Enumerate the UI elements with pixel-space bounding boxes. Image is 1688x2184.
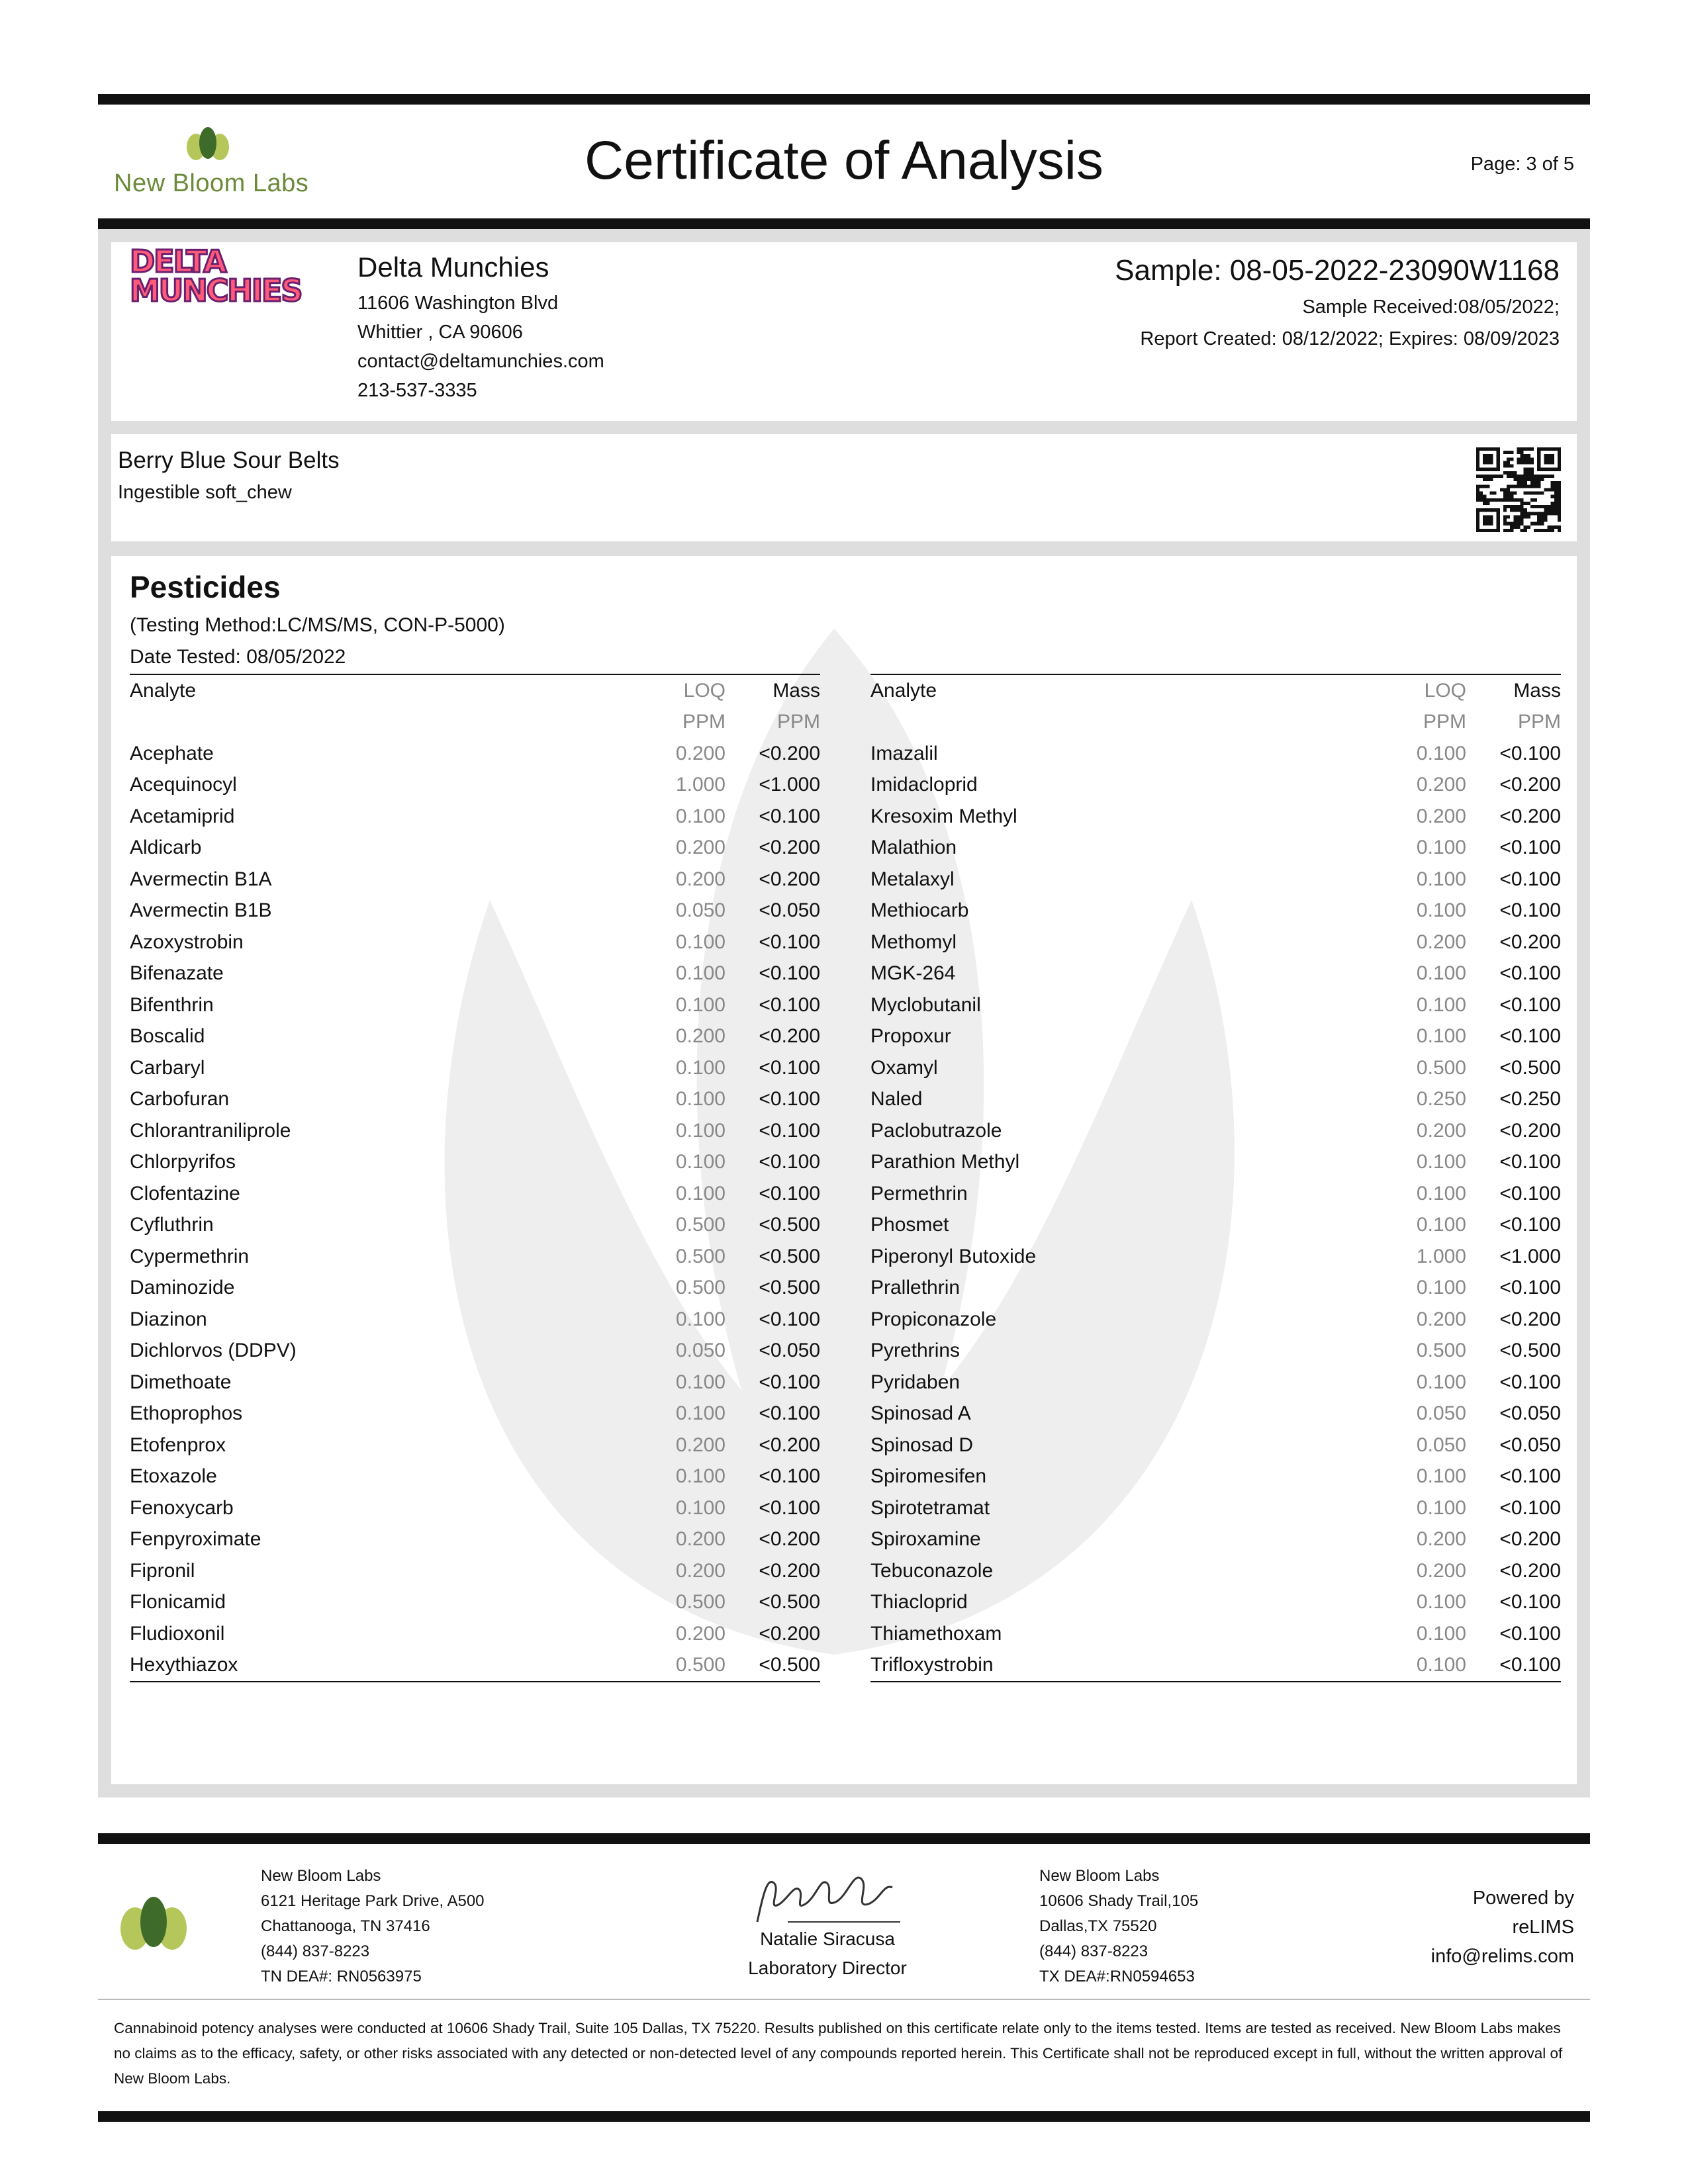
signature-icon bbox=[748, 1864, 907, 1930]
mass-value: <0.100 bbox=[759, 1308, 820, 1330]
table-row bbox=[870, 833, 1561, 864]
client-address-2: Whittier , CA 90606 bbox=[357, 322, 523, 343]
table-row bbox=[130, 1618, 820, 1650]
loq-value: 0.200 bbox=[675, 1025, 726, 1048]
mass-value: <0.200 bbox=[1499, 1308, 1561, 1330]
header-analyte: Analyte bbox=[130, 674, 593, 707]
analyte-name: Acetamiprid bbox=[130, 805, 235, 827]
analyte-name: Fenoxycarb bbox=[130, 1496, 234, 1519]
disclaimer: Cannabinoid potency analyses were conducted at 10606 Shady Trail, Suite 105 Dallas, TX 75220. Results published on this certificate relate only to the items tested. Items are tested as received. New Bloom Labs makes no claims as to the efficacy, safety, or other risks associated with any detected or non-detected level of any compounds reported herein. This Certificate shall not be reproduced except in full, without the written approval of New Bloom Labs. bbox=[114, 2020, 1563, 2087]
table-row bbox=[870, 1555, 1561, 1587]
loq-value: 1.000 bbox=[675, 774, 726, 796]
analyte-name: Paclobutrazole bbox=[870, 1119, 1002, 1142]
unit-mass: PPM bbox=[1517, 711, 1561, 733]
table-row bbox=[870, 1084, 1561, 1116]
analyte-name: Chlorantraniliprole bbox=[130, 1119, 291, 1142]
analyte-name: Dimethoate bbox=[130, 1371, 232, 1393]
header-loq: LOQ bbox=[1334, 674, 1466, 707]
analyte-name: Dichlorvos (DDPV) bbox=[130, 1340, 297, 1362]
mass-value: <0.100 bbox=[759, 993, 820, 1016]
analyte-name: Piperonyl Butoxide bbox=[870, 1245, 1037, 1267]
loq-value: 0.200 bbox=[675, 1528, 726, 1551]
mass-value: <0.100 bbox=[759, 1119, 820, 1142]
mass-value: <0.500 bbox=[726, 1650, 820, 1682]
lab2-address: New Bloom Labs 10606 Shady Trail,105 Dallas,TX 75520 (844) 837-8223 TX DEA#:RN0594653 bbox=[1039, 1867, 1199, 1985]
analyte-name: MGK-264 bbox=[870, 962, 956, 985]
analyte-name: Bifenazate bbox=[130, 962, 224, 985]
table-row bbox=[870, 927, 1561, 958]
loq-value: 0.050 bbox=[675, 899, 726, 922]
loq-value: 0.100 bbox=[1416, 1214, 1466, 1236]
client-email: contact@deltamunchies.com bbox=[357, 351, 604, 372]
loq-value: 0.100 bbox=[1416, 1277, 1466, 1299]
bottom-rule bbox=[98, 2111, 1590, 2122]
table-header-row bbox=[870, 674, 1561, 707]
loq-value: 0.100 bbox=[1416, 1465, 1466, 1488]
top-rule bbox=[98, 94, 1590, 105]
mass-value: <1.000 bbox=[759, 774, 820, 796]
analyte-name: Kresoxim Methyl bbox=[870, 805, 1017, 827]
loq-value: 0.100 bbox=[675, 1151, 726, 1173]
mass-value: <0.200 bbox=[1499, 1119, 1561, 1142]
unit-loq: PPM bbox=[682, 711, 726, 733]
table-row bbox=[130, 1210, 820, 1242]
header-mass: Mass bbox=[726, 674, 820, 707]
analyte-name: Spiroxamine bbox=[870, 1528, 981, 1551]
loq-value: 0.100 bbox=[675, 1496, 726, 1519]
section-title: Pesticides bbox=[130, 570, 281, 604]
analyte-name: Carbofuran bbox=[130, 1088, 230, 1111]
table-row bbox=[870, 1178, 1561, 1210]
mass-value: <0.100 bbox=[759, 805, 820, 827]
mass-value: <0.100 bbox=[1499, 1214, 1561, 1236]
mass-value: <0.100 bbox=[1499, 1622, 1561, 1645]
loq-value: 0.100 bbox=[675, 1088, 726, 1111]
analyte-name: Tebuconazole bbox=[870, 1559, 994, 1582]
table-row bbox=[130, 833, 820, 864]
lab-name: New Bloom Labs bbox=[114, 169, 309, 197]
loq-value: 0.100 bbox=[1416, 837, 1466, 859]
loq-value: 0.100 bbox=[1416, 1371, 1466, 1393]
analyte-name: Thiamethoxam bbox=[870, 1622, 1002, 1645]
table-row bbox=[130, 1430, 820, 1461]
testing-method: (Testing Method:LC/MS/MS, CON-P-5000) bbox=[130, 614, 505, 636]
analyte-name: Clofentazine bbox=[130, 1182, 240, 1205]
table-row bbox=[870, 1021, 1561, 1053]
mass-value: <0.100 bbox=[1499, 1591, 1561, 1614]
loq-value: 0.500 bbox=[675, 1214, 726, 1236]
loq-value: 0.200 bbox=[1416, 774, 1466, 796]
analyte-name: Propiconazole bbox=[870, 1308, 997, 1330]
loq-value: 1.000 bbox=[1416, 1245, 1466, 1267]
table-row bbox=[870, 895, 1561, 927]
analyte-name: Pyridaben bbox=[870, 1371, 961, 1393]
mass-value: <0.200 bbox=[1499, 1559, 1561, 1582]
analyte-name: Cyfluthrin bbox=[130, 1214, 214, 1236]
table-row bbox=[870, 738, 1561, 770]
footer-logo-icon bbox=[114, 1895, 193, 1955]
analyte-name: Metalaxyl bbox=[870, 868, 955, 890]
analyte-name: Spiromesifen bbox=[870, 1465, 987, 1488]
loq-value: 0.100 bbox=[675, 962, 726, 985]
mass-value: <0.050 bbox=[759, 1340, 820, 1362]
table-row bbox=[870, 1336, 1561, 1367]
table-row bbox=[870, 1461, 1561, 1493]
table-row bbox=[130, 1650, 820, 1682]
table-row bbox=[870, 1052, 1561, 1084]
mass-value: <0.100 bbox=[759, 1151, 820, 1173]
table-row bbox=[870, 1367, 1561, 1398]
product-type: Ingestible soft_chew bbox=[118, 482, 292, 503]
table-row bbox=[870, 1241, 1561, 1273]
analyte-name: Parathion Methyl bbox=[870, 1151, 1020, 1173]
analyte-name: Naled bbox=[870, 1088, 923, 1111]
loq-value: 0.100 bbox=[1416, 1496, 1466, 1519]
loq-value: 0.200 bbox=[675, 742, 726, 764]
table-row bbox=[130, 1241, 820, 1273]
mass-value: <0.100 bbox=[1499, 1182, 1561, 1205]
table-row bbox=[870, 958, 1561, 990]
mass-value: <0.100 bbox=[1499, 1465, 1561, 1488]
table-row bbox=[130, 801, 820, 833]
loq-value: 0.100 bbox=[675, 1402, 726, 1425]
table-row bbox=[870, 989, 1561, 1021]
table-row bbox=[130, 1367, 820, 1398]
analyte-name: Permethrin bbox=[870, 1182, 968, 1205]
mass-value: <0.100 bbox=[759, 1496, 820, 1519]
mass-value: <0.050 bbox=[1499, 1433, 1561, 1456]
table-row bbox=[870, 1430, 1561, 1461]
mass-value: <0.100 bbox=[759, 1182, 820, 1205]
analyte-name: Prallethrin bbox=[870, 1277, 961, 1299]
loq-value: 0.200 bbox=[675, 1622, 726, 1645]
loq-value: 0.100 bbox=[675, 1371, 726, 1393]
analyte-name: Fenpyroximate bbox=[130, 1528, 261, 1551]
loq-value: 0.100 bbox=[1416, 742, 1466, 764]
table-row bbox=[130, 1273, 820, 1304]
mass-value: <0.200 bbox=[1499, 805, 1561, 827]
mass-value: <0.200 bbox=[759, 1025, 820, 1048]
analyte-name: Aldicarb bbox=[130, 837, 202, 859]
analyte-name: Daminozide bbox=[130, 1277, 235, 1299]
loq-value: 0.100 bbox=[675, 993, 726, 1016]
mass-value: <0.200 bbox=[759, 1528, 820, 1551]
loq-value: 0.500 bbox=[675, 1245, 726, 1267]
loq-value: 0.200 bbox=[1416, 1308, 1466, 1330]
loq-value: 0.200 bbox=[675, 837, 726, 859]
table-row bbox=[130, 895, 820, 927]
mass-value: <0.500 bbox=[759, 1214, 820, 1236]
loq-value: 0.100 bbox=[675, 1308, 726, 1330]
loq-value: 0.250 bbox=[1416, 1088, 1466, 1111]
analyte-name: Carbaryl bbox=[130, 1056, 205, 1079]
table-row bbox=[130, 1555, 820, 1587]
table-row bbox=[130, 958, 820, 990]
analyte-name: Avermectin B1B bbox=[130, 899, 272, 922]
mass-value: <0.100 bbox=[1499, 1371, 1561, 1393]
loq-value: 0.100 bbox=[675, 931, 726, 953]
analyte-name: Etoxazole bbox=[130, 1465, 217, 1488]
loq-value: 0.100 bbox=[1416, 868, 1466, 890]
loq-value: 0.100 bbox=[1416, 899, 1466, 922]
analyte-name: Chlorpyrifos bbox=[130, 1151, 236, 1173]
mass-value: <0.100 bbox=[1466, 1650, 1561, 1682]
table-row bbox=[870, 1147, 1561, 1179]
loq-value: 0.100 bbox=[1416, 1591, 1466, 1614]
loq-value: 0.500 bbox=[593, 1650, 726, 1682]
loq-value: 0.500 bbox=[675, 1277, 726, 1299]
analyte-name: Acephate bbox=[130, 742, 214, 764]
mass-value: <0.500 bbox=[759, 1245, 820, 1267]
table-row bbox=[870, 1210, 1561, 1242]
analyte-name: Acequinocyl bbox=[130, 774, 237, 796]
table-row bbox=[130, 1336, 820, 1367]
loq-value: 0.200 bbox=[675, 1559, 726, 1582]
analyte-name: Bifenthrin bbox=[130, 993, 214, 1016]
analyte-name: Oxamyl bbox=[870, 1056, 938, 1079]
table-row bbox=[130, 738, 820, 770]
analyte-name: Imidacloprid bbox=[870, 774, 978, 796]
loq-value: 0.200 bbox=[1416, 1528, 1466, 1551]
mass-value: <0.200 bbox=[759, 837, 820, 859]
analyte-name: Phosmet bbox=[870, 1214, 949, 1236]
mass-value: <0.100 bbox=[759, 1088, 820, 1111]
analyte-name: Propoxur bbox=[870, 1025, 951, 1048]
table-row bbox=[870, 1273, 1561, 1304]
loq-value: 0.500 bbox=[1416, 1056, 1466, 1079]
mass-value: <0.100 bbox=[759, 1465, 820, 1488]
table-row bbox=[870, 1650, 1561, 1682]
loq-value: 0.100 bbox=[675, 1119, 726, 1142]
product-name: Berry Blue Sour Belts bbox=[118, 447, 340, 473]
table-unit-row bbox=[130, 707, 820, 739]
analyte-name: Hexythiazox bbox=[130, 1650, 593, 1682]
analyte-name: Methomyl bbox=[870, 931, 957, 953]
table-row bbox=[870, 1618, 1561, 1650]
mass-value: <0.050 bbox=[1499, 1402, 1561, 1425]
loq-value: 0.200 bbox=[675, 868, 726, 890]
signer-name: Natalie Siracusa bbox=[760, 1929, 895, 1949]
analyte-name: Imazalil bbox=[870, 742, 938, 764]
client-name: Delta Munchies bbox=[357, 251, 549, 283]
mass-value: <0.500 bbox=[759, 1591, 820, 1614]
mass-value: <0.100 bbox=[1499, 993, 1561, 1016]
analyte-name: Myclobutanil bbox=[870, 993, 981, 1016]
report-created: Report Created: 08/12/2022; Expires: 08/09/2023 bbox=[1140, 328, 1560, 349]
mass-value: <0.100 bbox=[1499, 868, 1561, 890]
loq-value: 0.100 bbox=[675, 1182, 726, 1205]
loq-value: 0.200 bbox=[1416, 1559, 1466, 1582]
analyte-name: Trifloxystrobin bbox=[870, 1650, 1334, 1682]
loq-value: 0.100 bbox=[1416, 1151, 1466, 1173]
mass-value: <0.100 bbox=[1499, 1496, 1561, 1519]
table-row bbox=[130, 1524, 820, 1556]
analyte-name: Diazinon bbox=[130, 1308, 207, 1330]
loq-value: 0.200 bbox=[1416, 1119, 1466, 1142]
mass-value: <0.100 bbox=[1499, 1025, 1561, 1048]
mass-value: <0.200 bbox=[1499, 774, 1561, 796]
table-row bbox=[870, 864, 1561, 895]
table-row bbox=[870, 1492, 1561, 1524]
date-tested: Date Tested: 08/05/2022 bbox=[130, 646, 346, 668]
loq-value: 0.050 bbox=[675, 1340, 726, 1362]
table-row bbox=[130, 1398, 820, 1430]
sample-id: Sample: 08-05-2022-23090W1168 bbox=[1115, 254, 1560, 287]
mass-value: <0.100 bbox=[759, 962, 820, 985]
analyte-name: Flonicamid bbox=[130, 1591, 226, 1614]
analyte-name: Azoxystrobin bbox=[130, 931, 244, 953]
table-row bbox=[130, 1178, 820, 1210]
table-row bbox=[130, 927, 820, 958]
footer-rule bbox=[98, 1833, 1590, 1844]
mass-value: <0.100 bbox=[759, 1056, 820, 1079]
mass-value: <0.100 bbox=[1499, 899, 1561, 922]
table-row bbox=[870, 1587, 1561, 1619]
client-address-1: 11606 Washington Blvd bbox=[357, 293, 559, 314]
lab1-address: New Bloom Labs 6121 Heritage Park Drive, A500 Chattanooga, TN 37416 (844) 837-8223 TN DEA#: RN0563975 bbox=[261, 1867, 485, 1985]
header-rule bbox=[98, 218, 1590, 229]
loq-value: 0.100 bbox=[1416, 1622, 1466, 1645]
header-mass: Mass bbox=[1466, 674, 1561, 707]
qr-code-icon[interactable] bbox=[1476, 447, 1561, 532]
delta-munchies-logo: DELTA MUNCHIES bbox=[130, 244, 302, 308]
analyte-name: Boscalid bbox=[130, 1025, 205, 1048]
table-row bbox=[130, 1052, 820, 1084]
loq-value: 0.100 bbox=[675, 805, 726, 827]
header-loq: LOQ bbox=[593, 674, 726, 707]
table-row bbox=[870, 1115, 1561, 1147]
mass-value: <0.100 bbox=[1499, 962, 1561, 985]
page-title: Certificate of Analysis bbox=[585, 130, 1103, 191]
loq-value: 0.200 bbox=[1416, 931, 1466, 953]
mass-value: <0.100 bbox=[759, 1402, 820, 1425]
loq-value: 0.100 bbox=[1416, 1025, 1466, 1048]
unit-mass: PPM bbox=[776, 711, 820, 733]
analyte-name: Avermectin B1A bbox=[130, 868, 272, 890]
analyte-name: Spirotetramat bbox=[870, 1496, 990, 1519]
mass-value: <0.200 bbox=[759, 868, 820, 890]
footer-divider bbox=[98, 1999, 1590, 2000]
loq-value: 0.500 bbox=[1416, 1340, 1466, 1362]
mass-value: <0.100 bbox=[1499, 1277, 1561, 1299]
mass-value: <0.100 bbox=[1499, 837, 1561, 859]
sample-received: Sample Received:08/05/2022; bbox=[1302, 296, 1560, 318]
loq-value: 0.200 bbox=[1416, 805, 1466, 827]
mass-value: <0.100 bbox=[759, 1371, 820, 1393]
mass-value: <0.100 bbox=[1499, 1151, 1561, 1173]
analyte-name: Spinosad D bbox=[870, 1433, 974, 1456]
mass-value: <0.500 bbox=[1499, 1340, 1561, 1362]
table-header-row bbox=[130, 674, 820, 707]
table-row bbox=[130, 770, 820, 801]
mass-value: <0.200 bbox=[759, 1433, 820, 1456]
analyte-name: Etofenprox bbox=[130, 1433, 226, 1456]
mass-value: <0.500 bbox=[1499, 1056, 1561, 1079]
mass-value: <0.050 bbox=[759, 899, 820, 922]
table-row bbox=[870, 770, 1561, 801]
table-row bbox=[870, 801, 1561, 833]
pesticides-table-left bbox=[130, 674, 820, 1682]
powered-by: Powered by reLIMS info@relims.com bbox=[1431, 1884, 1574, 1971]
unit-loq: PPM bbox=[1423, 711, 1466, 733]
table-row bbox=[870, 1304, 1561, 1336]
loq-value: 0.050 bbox=[1416, 1433, 1466, 1456]
mass-value: <0.100 bbox=[759, 931, 820, 953]
analyte-name: Spinosad A bbox=[870, 1402, 971, 1425]
relims-email-link[interactable]: info@relims.com bbox=[1430, 1946, 1574, 1967]
client-phone: 213-537-3335 bbox=[357, 380, 477, 401]
mass-value: <0.200 bbox=[759, 1559, 820, 1582]
table-row bbox=[130, 1084, 820, 1116]
loq-value: 0.200 bbox=[675, 1433, 726, 1456]
pesticides-table-right bbox=[870, 674, 1561, 1682]
analyte-name: Malathion bbox=[870, 837, 957, 859]
mass-value: <0.200 bbox=[759, 742, 820, 764]
analyte-name: Thiacloprid bbox=[870, 1591, 968, 1614]
loq-value: 0.100 bbox=[1416, 1182, 1466, 1205]
loq-value: 0.100 bbox=[675, 1465, 726, 1488]
loq-value: 0.100 bbox=[1416, 962, 1466, 985]
table-row bbox=[130, 1461, 820, 1493]
loq-value: 0.500 bbox=[675, 1591, 726, 1614]
mass-value: <1.000 bbox=[1499, 1245, 1561, 1267]
mass-value: <0.250 bbox=[1499, 1088, 1561, 1111]
page-number: Page: 3 of 5 bbox=[1470, 154, 1574, 175]
analyte-name: Fludioxonil bbox=[130, 1622, 225, 1645]
loq-value: 0.100 bbox=[675, 1056, 726, 1079]
analyte-name: Cypermethrin bbox=[130, 1245, 250, 1267]
mass-value: <0.200 bbox=[1499, 931, 1561, 953]
table-row bbox=[130, 864, 820, 895]
table-row bbox=[130, 1304, 820, 1336]
table-row bbox=[130, 1492, 820, 1524]
loq-value: 0.050 bbox=[1416, 1402, 1466, 1425]
table-row bbox=[130, 1587, 820, 1619]
table-unit-row bbox=[870, 707, 1561, 739]
loq-value: 0.100 bbox=[1416, 993, 1466, 1016]
analyte-name: Methiocarb bbox=[870, 899, 969, 922]
signer-title: Laboratory Director bbox=[748, 1958, 907, 1978]
mass-value: <0.100 bbox=[1499, 742, 1561, 764]
mass-value: <0.200 bbox=[759, 1622, 820, 1645]
analyte-name: Ethoprophos bbox=[130, 1402, 243, 1425]
loq-value: 0.100 bbox=[1334, 1650, 1466, 1682]
mass-value: <0.500 bbox=[759, 1277, 820, 1299]
header-analyte: Analyte bbox=[870, 674, 1334, 707]
table-row bbox=[870, 1524, 1561, 1556]
analyte-name: Fipronil bbox=[130, 1559, 195, 1582]
table-row bbox=[130, 1021, 820, 1053]
table-row bbox=[130, 1147, 820, 1179]
analyte-name: Pyrethrins bbox=[870, 1340, 961, 1362]
table-row bbox=[870, 1398, 1561, 1430]
table-row bbox=[130, 989, 820, 1021]
mass-value: <0.200 bbox=[1499, 1528, 1561, 1551]
table-row bbox=[130, 1115, 820, 1147]
